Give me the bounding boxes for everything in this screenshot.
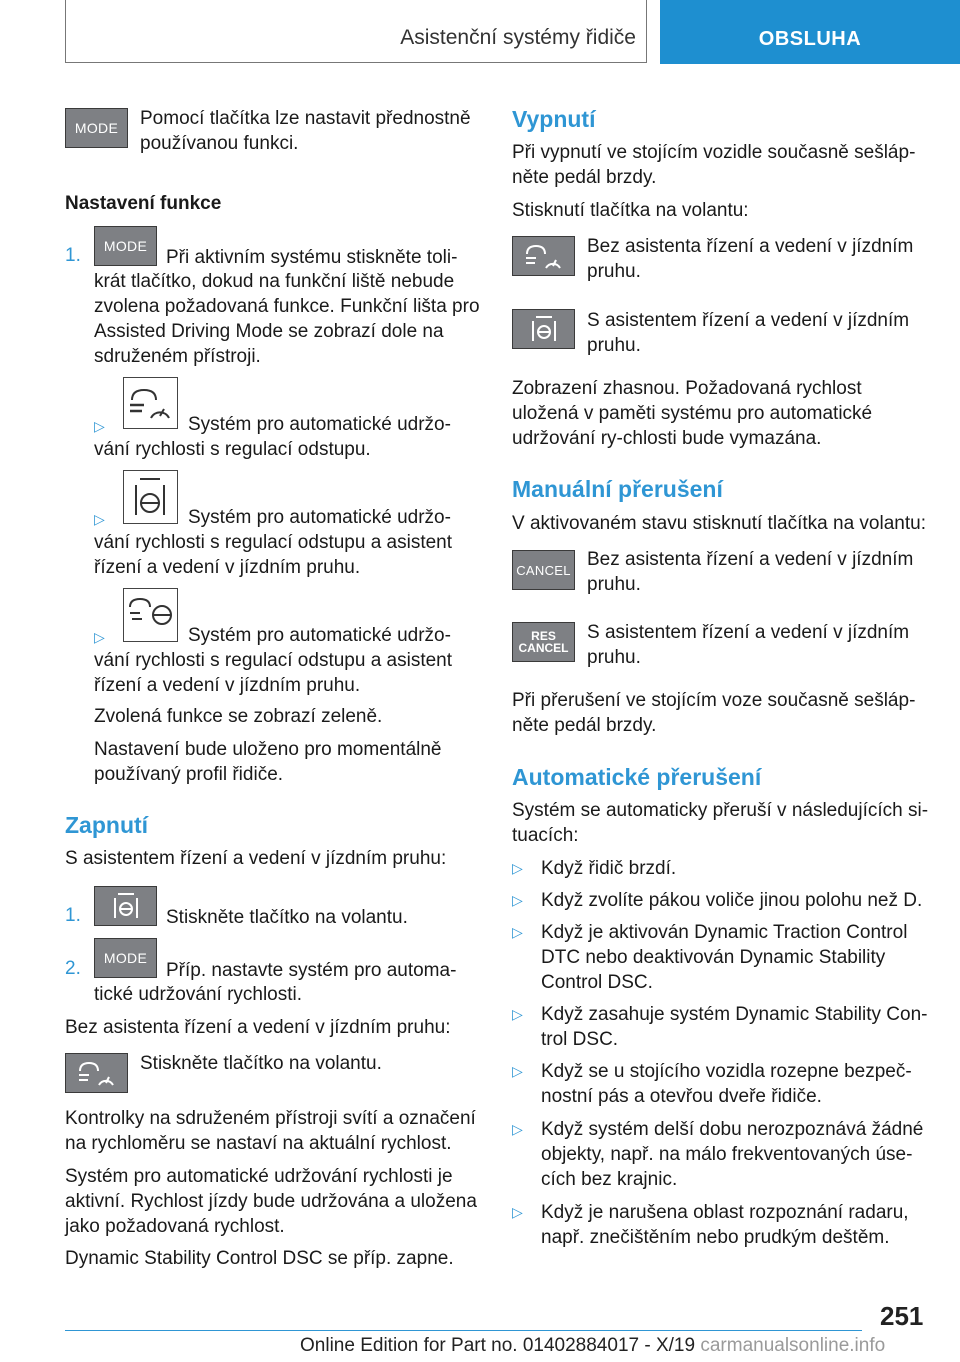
on-step-2-text: tické udržování rychlosti. <box>94 984 303 1005</box>
press-wheel-button-label: Stisknutí tlačítka na volantu: <box>512 200 749 221</box>
option-2-text: vání rychlosti s regulací odstupu a asistent řízení a vedení v jízdním pruhu. <box>94 532 453 578</box>
mode-button-icon: MODE <box>94 226 157 266</box>
on-step-2-number: 2. <box>65 958 81 979</box>
auto-heading: Automatické přerušení <box>512 764 762 790</box>
manual-brake-text: Při přerušení ve stojícím voze současně sešláp-něte pedál brzdy. <box>512 690 916 736</box>
auto-intro: Systém se automaticky přeruší v následujících si-tuacích: <box>512 800 929 846</box>
auto-item: Když řidič brzdí. <box>541 858 677 879</box>
footer-edition-line <box>300 1335 885 1357</box>
cruise-control-button-icon <box>65 1053 128 1093</box>
display-off-text: Zobrazení zhasnou. Požadovaná rychlost uložená v paměti systému pro automatické udržování ry-chlosti bude vymazána. <box>512 378 873 449</box>
indicators-text: Kontrolky na sdruženém přístroji svítí a označení na rychloměru se nastaví na aktuální rychlost. <box>65 1108 476 1154</box>
step-1-text-start: Při aktivním systému stiskněte toli- <box>166 247 458 268</box>
intro-text: Pomocí tlačítka lze nastavit přednostně používanou funkci. <box>140 108 471 154</box>
steering-assist-button-icon <box>512 309 575 349</box>
step-1-text: krát tlačítko, dokud na funkční liště nebude zvolena požadovaná funkce. Funkční lišta pro Assisted Driving Mode se zobrazí dole na sdruženém přístroji. <box>94 271 480 367</box>
setting-heading: Nastavení funkce <box>65 193 222 214</box>
bullet-icon: ▷ <box>512 892 523 908</box>
saved-profile-note: Nastavení bude uloženo pro momentálně používaný profil řidiče. <box>94 739 442 785</box>
bullet-icon: ▷ <box>512 1006 523 1022</box>
bullet-icon: ▷ <box>512 1204 523 1220</box>
on-intro: S asistentem řízení a vedení v jízdním pruhu: <box>65 848 447 869</box>
auto-item: Když se u stojícího vozidla rozepne bezpeč-nostní pás a otevřou dveře řidiče. <box>541 1061 912 1107</box>
bullet-icon: ▷ <box>512 924 523 940</box>
distance-steering-assist-icon <box>123 470 178 524</box>
option-1-text: vání rychlosti s regulací odstupu. <box>94 439 371 460</box>
manual-heading: Manuální přerušení <box>512 476 723 502</box>
press-wheel-text: Stiskněte tlačítko na volantu. <box>140 1053 382 1074</box>
option-3-text-start: Systém pro automatické udržo- <box>188 625 451 646</box>
bullet-icon: ▷ <box>94 511 105 527</box>
auto-item: Když zvolíte pákou voliče jinou polohu než D. <box>541 890 923 911</box>
res-cancel-button-icon: RES CANCEL <box>512 622 575 662</box>
on-step-1-text: Stiskněte tlačítko na volantu. <box>166 907 408 928</box>
on-step-1-number: 1. <box>65 905 81 926</box>
auto-item: Když je narušena oblast rozpoznání radaru, např. znečištěním nebo prudkým deštěm. <box>541 1202 909 1248</box>
cruise-control-button-icon <box>512 236 575 276</box>
edition-text: Online Edition for Part no. 01402884017 - X/19 <box>300 1335 696 1356</box>
bullet-icon: ▷ <box>512 1063 523 1079</box>
off-intro: Při vypnutí ve stojícím vozidle současně sešláp-něte pedál brzdy. <box>512 142 916 188</box>
off-with-text: S asistentem řízení a vedení v jízdním pruhu. <box>587 310 910 356</box>
mode-button-icon: MODE <box>65 108 128 148</box>
manual-without-text: Bez asistenta řízení a vedení v jízdním pruhu. <box>587 549 914 595</box>
dsc-text: Dynamic Stability Control DSC se příp. zapne. <box>65 1248 454 1269</box>
cancel-button-icon: CANCEL <box>512 550 575 590</box>
manual-with-text: S asistentem řízení a vedení v jízdním pruhu. <box>587 622 910 668</box>
manual-intro: V aktivovaném stavu stisknutí tlačítka na volantu: <box>512 513 926 534</box>
option-2-text-start: Systém pro automatické udržo- <box>188 507 451 528</box>
chapter-tab-label: OBSLUHA <box>758 28 862 50</box>
selected-green-note: Zvolená funkce se zobrazí zeleně. <box>94 706 383 727</box>
on-step-2-text-start: Příp. nastavte systém pro automa- <box>166 960 457 981</box>
auto-item: Když systém delší dobu nerozpoznává žádné objekty, např. na málo frekventovaných úse-cích bez krajnic. <box>541 1119 924 1190</box>
system-active-text: Systém pro automatické udržování rychlosti je aktivní. Rychlost jízdy bude udržována a uložena jako požadovaná rychlost. <box>65 1166 477 1237</box>
bullet-icon: ▷ <box>94 629 105 645</box>
distance-cruise-icon <box>123 377 178 429</box>
watermark-text: carmanualsonline.info <box>700 1335 886 1356</box>
without-assist-label: Bez asistenta řízení a vedení v jízdním pruhu: <box>65 1017 451 1038</box>
bullet-icon: ▷ <box>94 418 105 434</box>
option-3-text: vání rychlosti s regulací odstupu a asistent řízení a vedení v jízdním pruhu. <box>94 650 453 696</box>
off-without-text: Bez asistenta řízení a vedení v jízdním pruhu. <box>587 236 914 282</box>
auto-item: Když zasahuje systém Dynamic Stability Con-trol DSC. <box>541 1004 928 1050</box>
steering-assist-button-icon <box>94 886 157 926</box>
chapter-tab <box>660 0 960 64</box>
off-heading: Vypnutí <box>512 106 596 132</box>
auto-item: Když je aktivován Dynamic Traction Control DTC nebo deaktivován Dynamic Stability Control DSC. <box>541 922 908 993</box>
footer-divider <box>65 1330 862 1331</box>
section-title: Asistenční systémy řidiče <box>400 26 636 49</box>
page-number: 251 <box>880 1301 924 1331</box>
step-1-number: 1. <box>65 245 81 266</box>
distance-steering-combined-icon <box>123 588 178 642</box>
option-1-text-start: Systém pro automatické udržo- <box>188 414 451 435</box>
bullet-icon: ▷ <box>512 1121 523 1137</box>
on-heading: Zapnutí <box>65 812 149 838</box>
mode-button-icon: MODE <box>94 938 157 978</box>
bullet-icon: ▷ <box>512 860 523 876</box>
